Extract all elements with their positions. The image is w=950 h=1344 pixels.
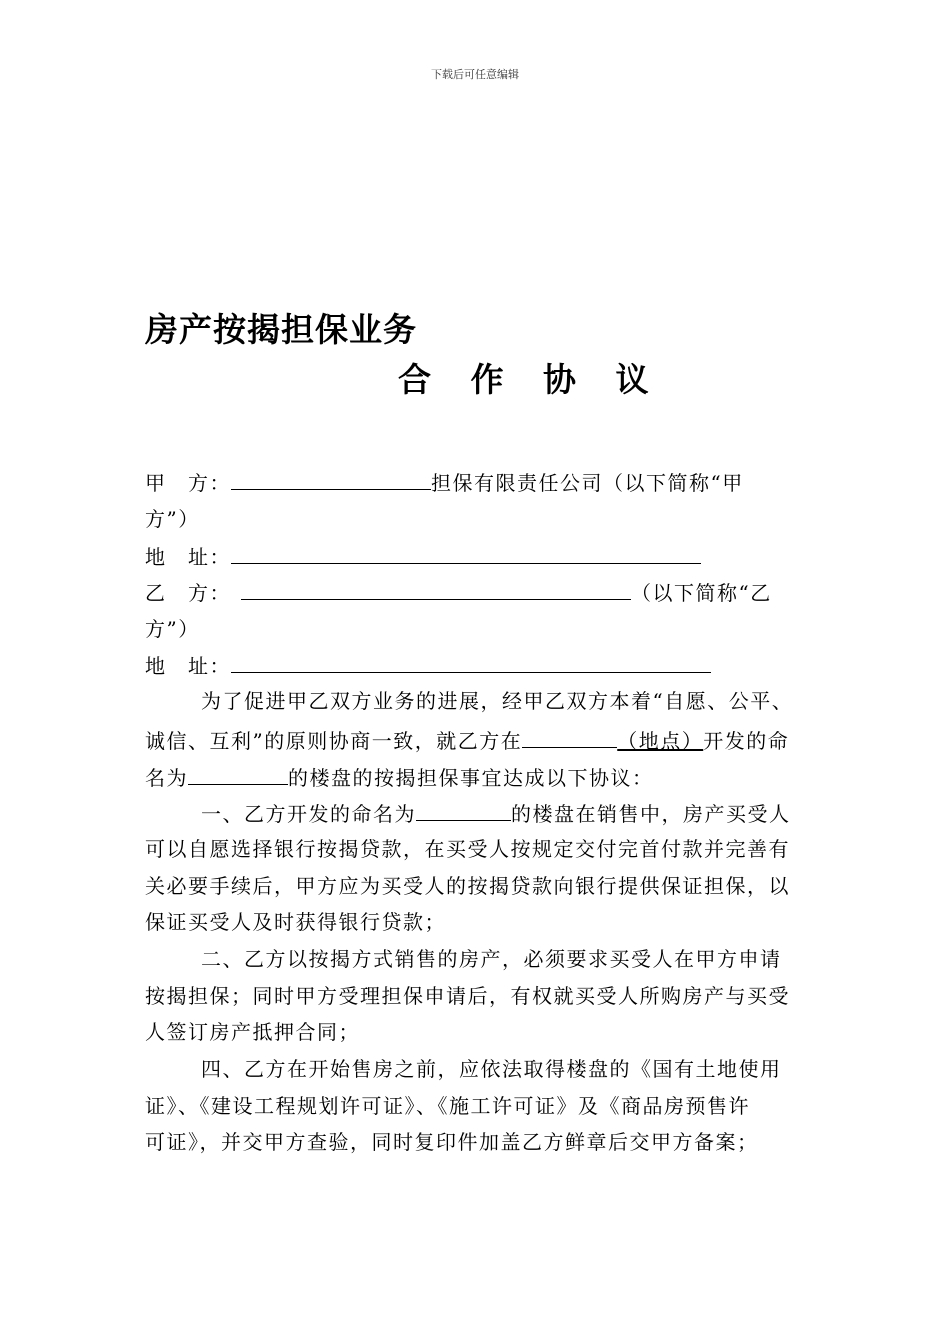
address-a-label: 地 址： — [145, 545, 231, 569]
clause-2-line-2: 按揭担保；同时甲方受理担保申请后，有权就买受人所购房产与买受 — [145, 984, 790, 1008]
address-b-label: 地 址： — [145, 654, 231, 678]
page-header: 下载后可任意编辑 — [431, 68, 519, 81]
address-a-line — [145, 543, 701, 569]
clause-1-line-2: 可以自愿选择银行按揭贷款，在买受人按规定交付完首付款并完善有 — [145, 837, 790, 861]
party-b-wrap: 方”） — [145, 617, 200, 641]
address-a-blank — [231, 543, 701, 564]
place-label: （地点） — [617, 729, 704, 753]
intro-line-2b: 开发的命 — [703, 729, 790, 753]
intro-line-2 — [145, 727, 789, 753]
party-b-suffix: （以下简称“乙 — [631, 581, 772, 605]
clause-1-line-3: 关必要手续后，甲方应为买受人的按揭贷款向银行提供保证担保，以 — [145, 874, 790, 898]
address-b-line — [145, 652, 711, 678]
party-a-label: 甲 方： — [145, 471, 231, 495]
clause-1-line-4: 保证买受人及时获得银行贷款； — [145, 910, 446, 934]
address-b-blank — [231, 652, 711, 673]
intro-line-3 — [145, 764, 654, 790]
clause-1-line-1b: 的楼盘在销售中，房产买受人 — [511, 802, 791, 826]
party-a-suffix: 担保有限责任公司（以下简称“甲 — [431, 471, 744, 495]
party-a-wrap: 方”） — [145, 507, 200, 531]
clause-2-line-1: 二、乙方以按揭方式销售的房产，必须要求买受人在甲方申请 — [201, 947, 782, 971]
clause-1-blank — [416, 800, 511, 821]
intro-line-2a: 诚信、互利”的原则协商一致，就乙方在 — [145, 729, 523, 753]
title-line-2: 合 作 协 议 — [398, 360, 663, 399]
party-b-label: 乙 方： — [145, 581, 231, 605]
clause-1-line-1a: 一、乙方开发的命名为 — [201, 802, 416, 826]
name-blank — [188, 764, 288, 785]
clause-2-line-3: 人签订房产抵押合同； — [145, 1020, 360, 1044]
intro-line-1: 为了促进甲乙双方业务的进展，经甲乙双方本着“自愿、公平、 — [201, 689, 794, 713]
party-a-blank — [231, 469, 431, 490]
party-b-line — [145, 579, 772, 605]
clause-1-line-1 — [201, 800, 791, 826]
place-blank — [522, 727, 617, 748]
title-line-1: 房产按揭担保业务 — [145, 310, 417, 349]
party-b-blank — [241, 579, 631, 600]
clause-4-line-1: 四、乙方在开始售房之前，应依法取得楼盘的《国有土地使用 — [201, 1057, 782, 1081]
party-a-line — [145, 469, 744, 495]
intro-line-3a: 名为 — [145, 766, 188, 790]
clause-4-line-2: 证》、《建设工程规划许可证》、《施工许可证》及《商品房预售许 — [145, 1094, 750, 1118]
intro-line-3b: 的楼盘的按揭担保事宜达成以下协议： — [288, 766, 654, 790]
clause-4-line-3: 可证》，并交甲方查验，同时复印件加盖乙方鲜章后交甲方备案； — [145, 1130, 759, 1154]
